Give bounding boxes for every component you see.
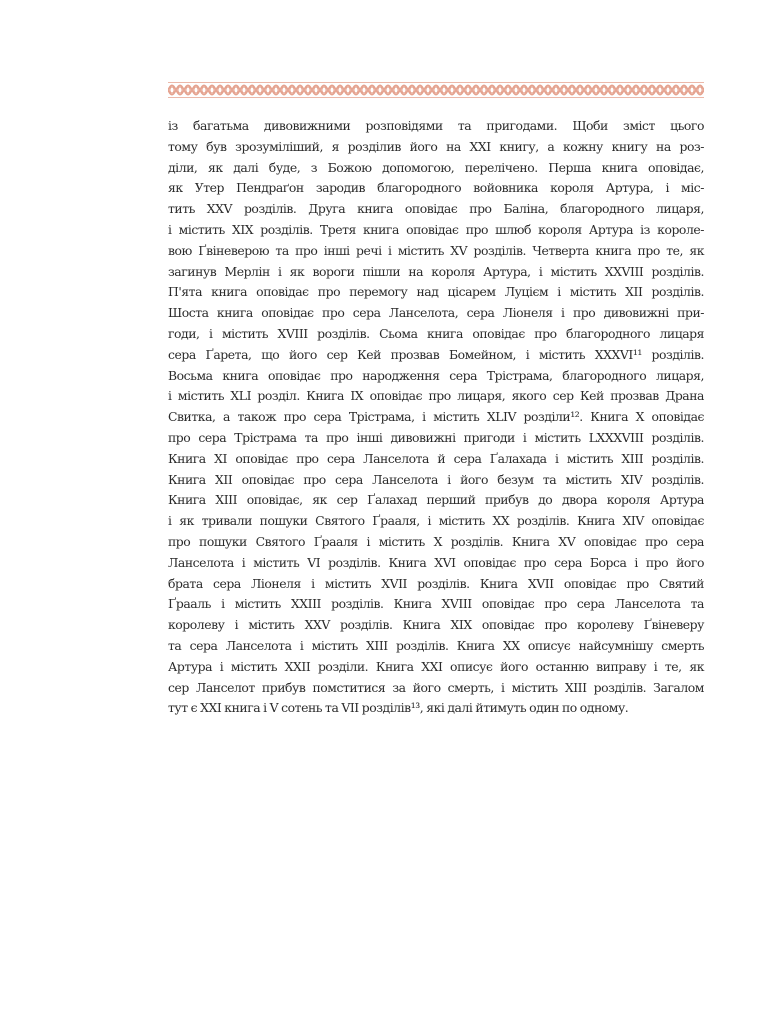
text-line: Шоста книга оповідає про сера Ланселота, сера Ліонеля і про дивовижні при- [168, 305, 704, 321]
text-line: Книга XII оповідає про сера Ланселота і його безум та містить XIV розділів. [168, 471, 704, 487]
ornament-loop [266, 87, 270, 93]
text-line: та сера Ланселота і містить XIII розділів. Книга XX описує найсумнішу смерть [168, 637, 704, 653]
text-line: королеву і містить XXV розділів. Книга XIX оповідає про королеву Ґвіневеру [168, 617, 704, 633]
ornament-loop [226, 87, 230, 93]
text-line: вою Ґвіневерою та про інші речі і містить XV розділів. Четверта книга про те, як [168, 242, 704, 258]
text-line: як Утер Пендраґон зародив благородного войовника короля Артура, і міс- [168, 180, 704, 196]
ornament-loop [434, 87, 438, 93]
ornament-loop [202, 87, 206, 93]
ornament-loop [322, 87, 326, 93]
text-line: Книга XIII оповідає, як сер Ґалахад перший прибув до двора короля Артура [168, 492, 704, 508]
text-line: сера Ґарета, що його сер Кей прозвав Бомейном, і містить XXXVI¹¹ розділів. [168, 346, 704, 362]
text-line: Книга XI оповідає про сера Ланселота й сера Ґалахада і містить XIII розділів. [168, 450, 704, 466]
text-line: Ґрааль і містить XXIII розділів. Книга XVIII оповідає про сера Ланселота та [168, 596, 704, 612]
ornament-loop [426, 87, 430, 93]
ornament-loop [578, 87, 582, 93]
ornament-loop [546, 87, 550, 93]
ornament-loop [218, 87, 222, 93]
text-line: Восьма книга оповідає про народження сера Трістрама, благородного лицаря, [168, 367, 704, 383]
ornament-loop [506, 87, 510, 93]
ornament-loop [330, 87, 334, 93]
ornament-loop [514, 87, 518, 93]
ornament-loop [482, 87, 486, 93]
ornament-loop [690, 87, 694, 93]
ornament-loop [658, 87, 662, 93]
body-text [168, 116, 704, 719]
text-line: і містить XLI розділ. Книга IX оповідає про лицаря, якого сер Кей прозвав Драна [168, 388, 704, 404]
ornament-loop [442, 87, 446, 93]
ornament-loop [258, 87, 262, 93]
ornament-loop [522, 87, 526, 93]
text-line: годи, і містить XVIII розділів. Сьома книга оповідає про благородного лицаря [168, 325, 704, 341]
ornament-loop [466, 87, 470, 93]
ornament-loop [298, 87, 302, 93]
ornament-loop [210, 87, 214, 93]
text-line: Ланселота і містить VI розділів. Книга XVI оповідає про сера Борса і про його [168, 554, 704, 570]
ornament-loop [618, 87, 622, 93]
text-line: загинув Мерлін і як вороги пішли на короля Артура, і містить XXVIII розділів. [168, 263, 704, 279]
ornament-loop [698, 87, 702, 93]
ornament-loop [474, 87, 478, 93]
ornament-loop [594, 87, 598, 93]
ornament-loop [250, 87, 254, 93]
text-line: із багатьма дивовижними розповідями та пригодами. Щоби зміст цього [168, 118, 704, 133]
ornament-loop [170, 87, 174, 93]
ornament-loop [554, 87, 558, 93]
ornament-loop [642, 87, 646, 93]
ornament-loop [610, 87, 614, 93]
ornament-loop [274, 87, 278, 93]
ornament-loop [362, 87, 366, 93]
ornament-loop [458, 87, 462, 93]
ornament-loop [666, 87, 670, 93]
ornament-loop [178, 87, 182, 93]
ornament-loop [570, 87, 574, 93]
ornament-loop [234, 87, 238, 93]
text-line: сер Ланселот прибув помститися за його смерть, і містить XIII розділів. Загалом [168, 679, 704, 695]
text-line: тить XXV розділів. Друга книга оповідає про Баліна, благородного лицаря, [168, 201, 704, 217]
ornament-loop [418, 87, 422, 93]
ornament-loop [194, 87, 198, 93]
text-line: і як тривали пошуки Святого Ґрааля, і містить XX розділів. Книга XIV оповідає [168, 513, 704, 529]
ornament-loop [674, 87, 678, 93]
ornament-loop [370, 87, 374, 93]
ornament-loop [410, 87, 414, 93]
ornament-loop [634, 87, 638, 93]
ornament-loop [586, 87, 590, 93]
ornament-loop [450, 87, 454, 93]
ornament-loop [338, 87, 342, 93]
text-line: тому був зрозуміліший, я розділив його на XXI книгу, а кожну книгу на роз- [168, 138, 704, 154]
text-line: і містить XIX розділів. Третя книга оповідає про шлюб короля Артура із короле- [168, 221, 704, 237]
ornament-loop [242, 87, 246, 93]
ornament-loop [602, 87, 606, 93]
ornament-loop [354, 87, 358, 93]
text-line: брата сера Ліонеля і містить XVII розділів. Книга XVII оповідає про Святий [168, 575, 704, 591]
ornament-loop [538, 87, 542, 93]
text-line: діли, як далі буде, з Божою допомогою, перелічено. Перша книга оповідає, [168, 159, 704, 175]
text-line: Артура і містить XXII розділи. Книга XXI описує його останню виправу і те, як [168, 658, 704, 674]
ornament-loop [290, 87, 294, 93]
ornament-loop [682, 87, 686, 93]
ornament-loop [498, 87, 502, 93]
ornament-loop [530, 87, 534, 93]
ornament-loop [562, 87, 566, 93]
ornament-loop [282, 87, 286, 93]
ornament-loop [314, 87, 318, 93]
ornament-loop [306, 87, 310, 93]
ornament-loop [650, 87, 654, 93]
ornament-loop [386, 87, 390, 93]
ornament-loop [626, 87, 630, 93]
text-line: Свитка, а також про сера Трістрама, і містить XLIV розділи¹². Книга X оповідає [168, 409, 704, 425]
text-line: про пошуки Святого Ґрааля і містить X розділів. Книга XV оповідає про сера [168, 533, 704, 549]
decorative-border-ornament [168, 80, 704, 100]
ornament-loop [402, 87, 406, 93]
text-line: П'ята книга оповідає про перемогу над цісарем Луцієм і містить XII розділів. [168, 284, 704, 300]
ornament-loop [346, 87, 350, 93]
ornament-loop [186, 87, 190, 93]
ornament-loop [394, 87, 398, 93]
ornament-loop [490, 87, 494, 93]
ornament-loop [378, 87, 382, 93]
text-line: тут є XXI книга і V сотень та VII розділів¹³, які далі йтимуть один по одному. [168, 700, 629, 716]
text-line: про сера Трістрама та про інші дивовижні пригоди і містить LXXXVIII розділів. [168, 429, 704, 445]
